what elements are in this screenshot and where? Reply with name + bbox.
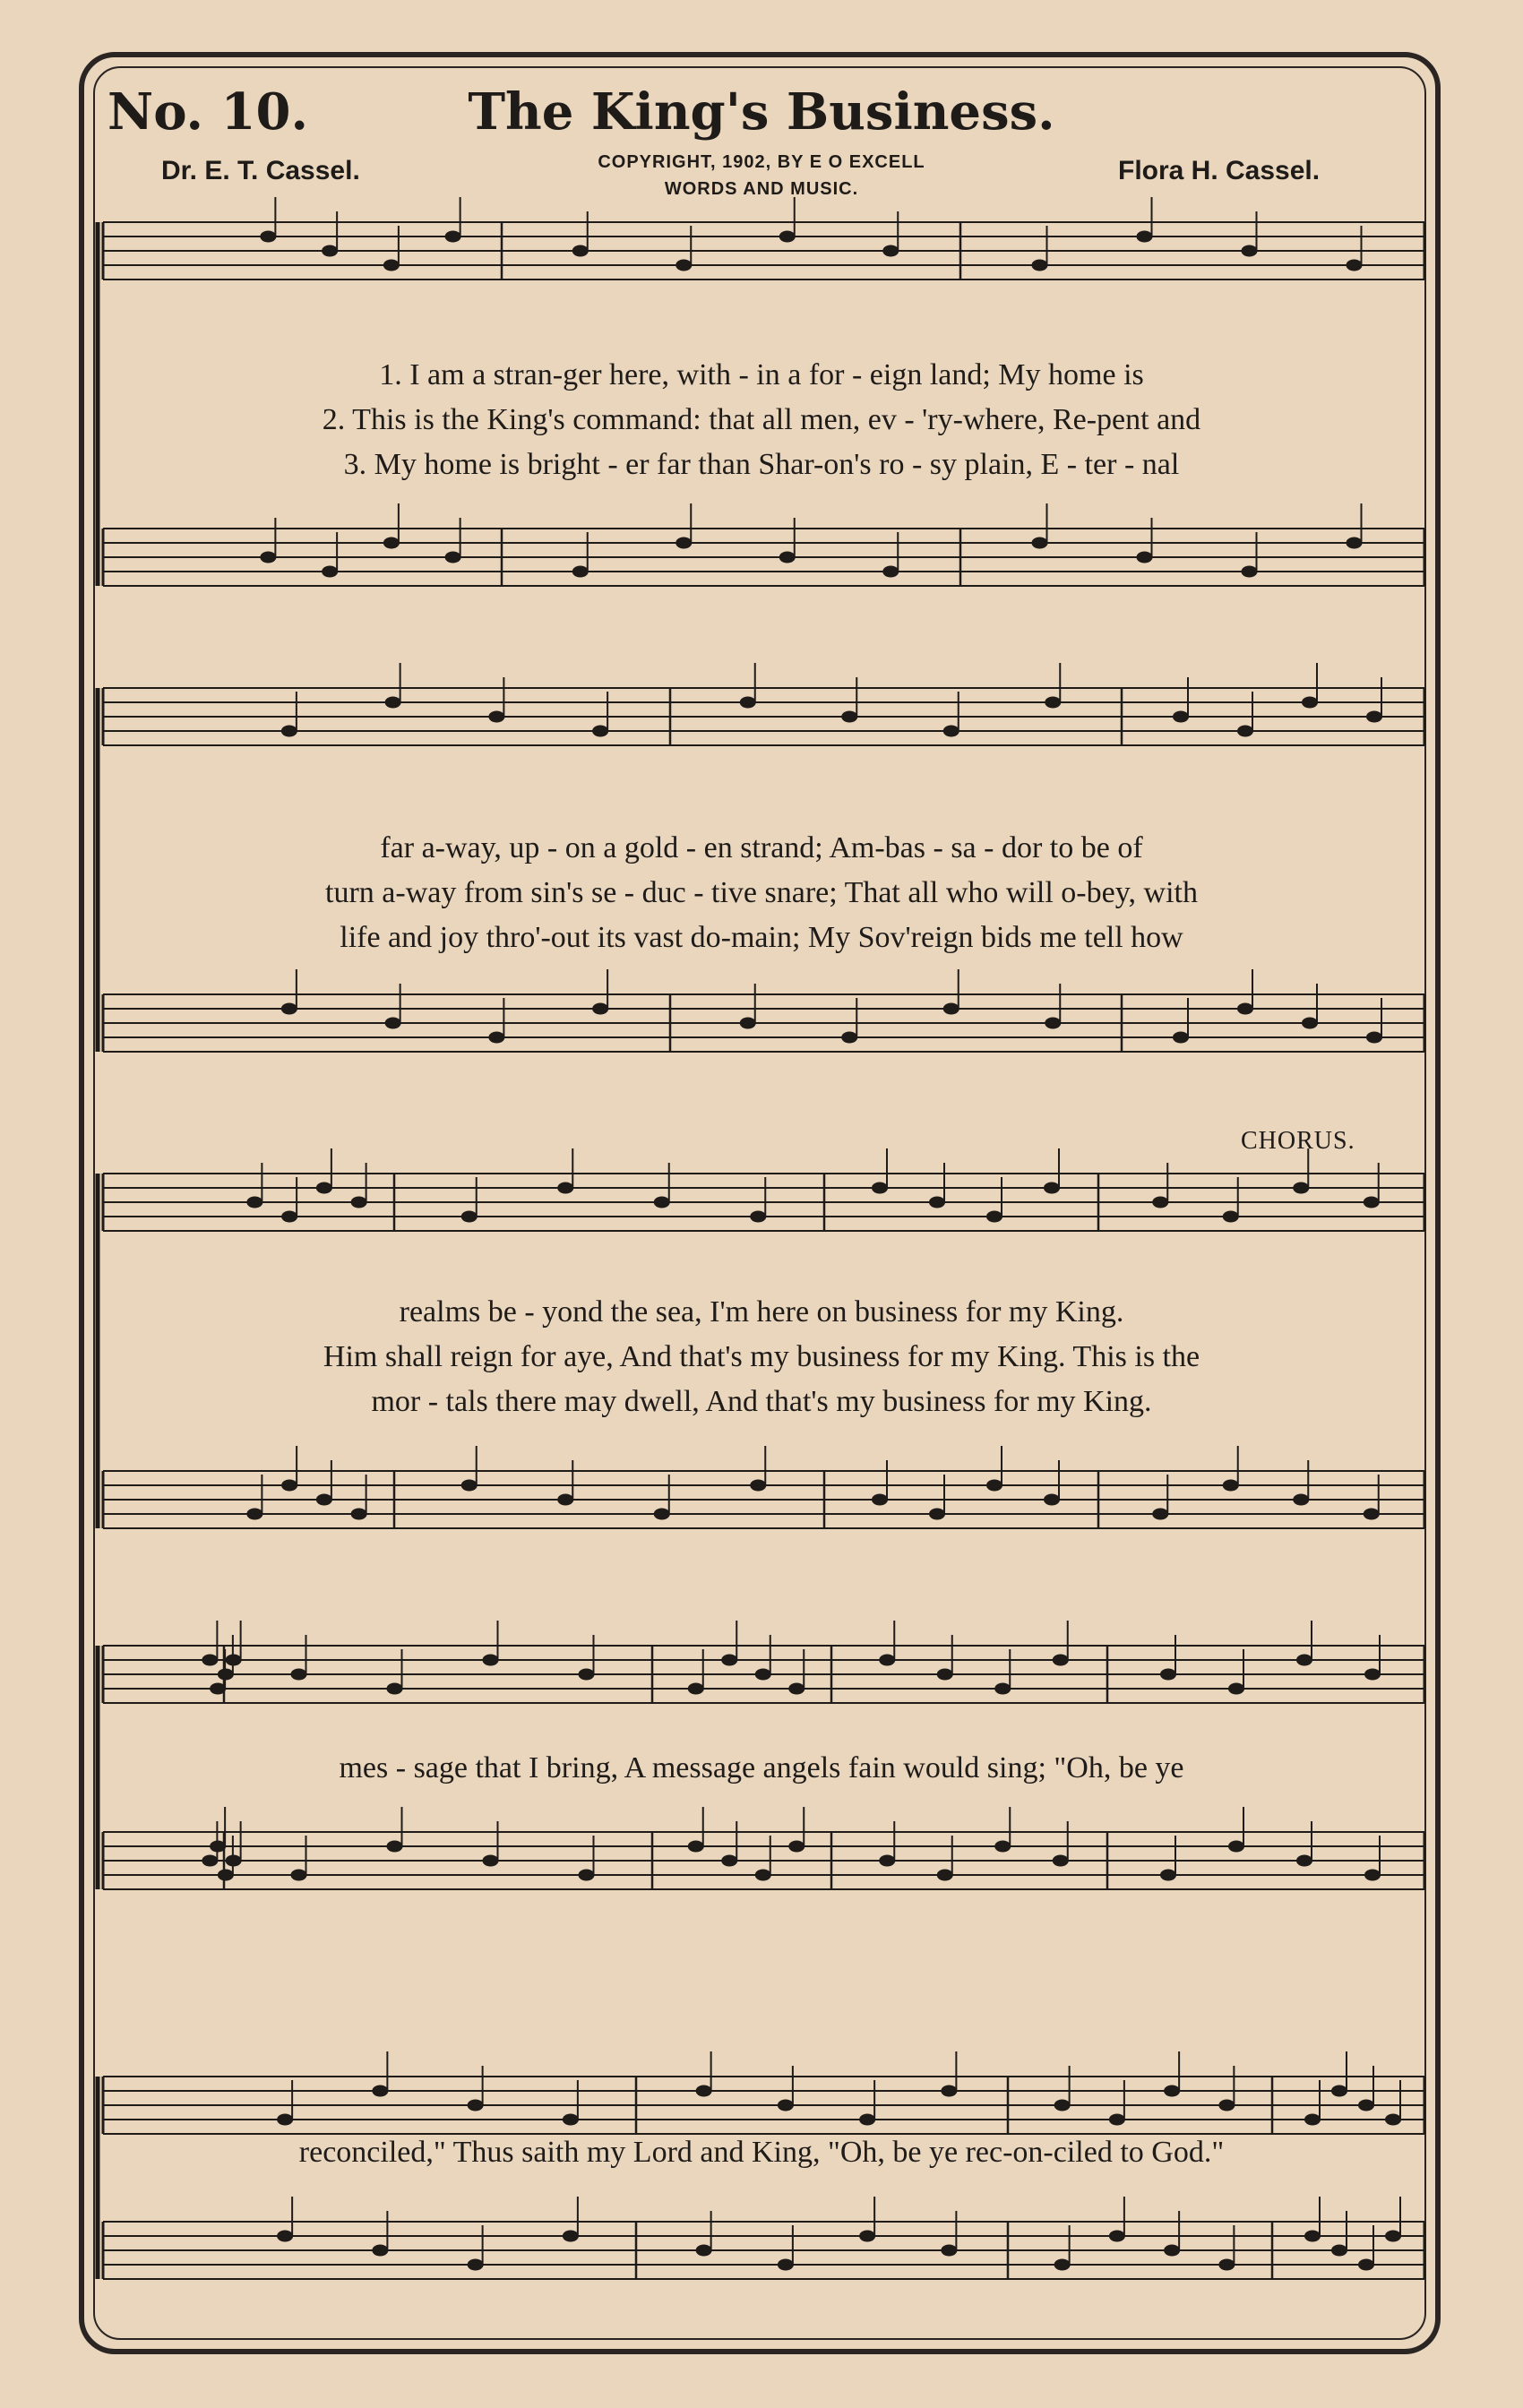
notehead (750, 1211, 766, 1223)
notehead (1137, 231, 1153, 243)
notehead (879, 1655, 895, 1666)
notehead (351, 1197, 367, 1208)
notehead (372, 2245, 388, 2257)
notehead (1173, 711, 1189, 723)
lyric-line: realms be - yond the sea, I'm here on business for my King. (399, 1295, 1124, 1329)
notehead (1223, 1211, 1239, 1223)
notehead (592, 1003, 608, 1015)
lyric-line: turn a-way from sin's se - duc - tive snare; That all who will o-bey, with (325, 876, 1198, 909)
notehead (943, 1003, 959, 1015)
notehead (218, 1870, 234, 1881)
lyric-line: mes - sage that I bring, A message angels fain would sing; "Oh, be ye (339, 1751, 1184, 1784)
notehead (1347, 260, 1363, 271)
notehead (1032, 260, 1048, 271)
notehead (1218, 2100, 1235, 2111)
lyric-line: mor - tals there may dwell, And that's my business for my King. (371, 1385, 1152, 1418)
notehead (1109, 2114, 1125, 2126)
notehead (387, 1683, 403, 1695)
notehead (654, 1509, 670, 1520)
notehead (1044, 1182, 1060, 1194)
notehead (579, 1669, 595, 1681)
notehead (1053, 1855, 1069, 1867)
notehead (1385, 2114, 1401, 2126)
notehead (755, 1870, 771, 1881)
notehead (1347, 538, 1363, 549)
notehead (351, 1509, 367, 1520)
notehead (1358, 2259, 1374, 2271)
notehead (986, 1211, 1002, 1223)
lyric-line: far a-way, up - on a gold - en strand; Am-bas - sa - dor to be of (380, 831, 1143, 864)
notehead (654, 1197, 670, 1208)
notehead (488, 1032, 504, 1044)
notehead (841, 1032, 857, 1044)
notehead (1304, 2231, 1321, 2242)
notehead (1293, 1182, 1309, 1194)
notehead (688, 1683, 704, 1695)
notehead (696, 2086, 712, 2097)
notehead (322, 245, 338, 257)
notehead (859, 2114, 875, 2126)
notehead (882, 245, 899, 257)
notehead (592, 726, 608, 737)
notehead (1164, 2245, 1180, 2257)
notehead (1293, 1494, 1309, 1506)
notehead (788, 1841, 805, 1853)
notehead (1045, 697, 1061, 709)
lyric-line: 1. I am a stran-ger here, with - in a for - eign land; My home is (379, 358, 1144, 391)
notehead (488, 711, 504, 723)
notehead (281, 726, 297, 737)
notehead (383, 260, 400, 271)
notehead (937, 1870, 953, 1881)
notehead (483, 1655, 499, 1666)
notehead (1044, 1494, 1060, 1506)
notehead (1364, 1197, 1380, 1208)
notehead (859, 2231, 875, 2242)
notehead (778, 2259, 794, 2271)
notehead (1296, 1855, 1312, 1867)
notehead (1160, 1870, 1176, 1881)
hymn-number: No. 10. (108, 82, 308, 142)
lyric-line: reconciled," Thus saith my Lord and King, "Oh, be ye rec-on-ciled to God." (298, 2136, 1225, 2169)
lyric-line: 2. This is the King's command: that all men, ev - 'ry-where, Re-pent and (322, 403, 1201, 436)
notehead (383, 538, 400, 549)
notehead (387, 1841, 403, 1853)
notehead (291, 1669, 307, 1681)
notehead (1152, 1509, 1168, 1520)
notehead (572, 245, 589, 257)
notehead (1242, 245, 1258, 257)
notehead (210, 1683, 226, 1695)
notehead (1173, 1032, 1189, 1044)
notehead (316, 1182, 332, 1194)
notehead (929, 1197, 945, 1208)
copyright-line-1: COPYRIGHT, 1902, BY E O EXCELL (598, 152, 925, 172)
notehead (755, 1669, 771, 1681)
notehead (202, 1855, 218, 1867)
notehead (1304, 2114, 1321, 2126)
notehead (1164, 2086, 1180, 2097)
lyric-line: Him shall reign for aye, And that's my business for my King. This is the (323, 1340, 1200, 1373)
notehead (1237, 1003, 1253, 1015)
notehead (1366, 1032, 1382, 1044)
notehead (994, 1841, 1011, 1853)
notehead (879, 1855, 895, 1867)
notehead (563, 2231, 579, 2242)
copyright-line-2: WORDS AND MUSIC. (664, 179, 859, 199)
notehead (1054, 2259, 1071, 2271)
notehead (788, 1683, 805, 1695)
lyric-line: life and joy thro'-out its vast do-main; My Sov'reign bids me tell how (340, 921, 1183, 954)
notehead (277, 2231, 293, 2242)
notehead (316, 1494, 332, 1506)
notehead (1331, 2086, 1347, 2097)
notehead (721, 1655, 737, 1666)
notehead (1237, 726, 1253, 737)
notehead (1152, 1197, 1168, 1208)
notehead (557, 1494, 573, 1506)
notehead (281, 1211, 297, 1223)
composer-credit: Dr. E. T. Cassel. (161, 156, 360, 185)
notehead (778, 2100, 794, 2111)
notehead (1296, 1655, 1312, 1666)
hymn-title: The King's Business. (468, 82, 1055, 142)
chorus-label: CHORUS. (1241, 1127, 1355, 1155)
notehead (740, 1018, 756, 1029)
notehead (1137, 552, 1153, 563)
notehead (1364, 1509, 1380, 1520)
notehead (468, 2100, 484, 2111)
notehead (483, 1855, 499, 1867)
notehead (563, 2114, 579, 2126)
notehead (1366, 711, 1382, 723)
notehead (281, 1480, 297, 1492)
notehead (872, 1182, 888, 1194)
notehead (929, 1509, 945, 1520)
notehead (1032, 538, 1048, 549)
notehead (1242, 566, 1258, 578)
notehead (557, 1182, 573, 1194)
notehead (986, 1480, 1002, 1492)
notehead (721, 1855, 737, 1867)
notehead (246, 1197, 262, 1208)
notehead (841, 711, 857, 723)
notehead (740, 697, 756, 709)
notehead (1228, 1683, 1244, 1695)
notehead (260, 231, 276, 243)
notehead (941, 2245, 957, 2257)
notehead (281, 1003, 297, 1015)
notehead (779, 552, 796, 563)
notehead (385, 697, 401, 709)
notehead (750, 1480, 766, 1492)
notehead (1302, 697, 1318, 709)
notehead (445, 552, 461, 563)
notehead (1358, 2100, 1374, 2111)
lyricist-credit: Flora H. Cassel. (1118, 156, 1321, 185)
notehead (994, 1683, 1011, 1695)
notehead (385, 1018, 401, 1029)
notehead (675, 538, 692, 549)
notehead (572, 566, 589, 578)
notehead (1054, 2100, 1071, 2111)
notehead (688, 1841, 704, 1853)
notehead (1223, 1480, 1239, 1492)
notehead (461, 1480, 478, 1492)
notehead (872, 1494, 888, 1506)
notehead (1331, 2245, 1347, 2257)
notehead (461, 1211, 478, 1223)
notehead (468, 2259, 484, 2271)
notehead (445, 231, 461, 243)
notehead (941, 2086, 957, 2097)
notehead (943, 726, 959, 737)
notehead (246, 1509, 262, 1520)
notehead (1053, 1655, 1069, 1666)
notehead (322, 566, 338, 578)
notehead (1160, 1669, 1176, 1681)
notehead (1364, 1870, 1381, 1881)
notehead (291, 1870, 307, 1881)
notehead (696, 2245, 712, 2257)
notehead (1109, 2231, 1125, 2242)
notehead (202, 1655, 218, 1666)
notehead (675, 260, 692, 271)
notehead (1385, 2231, 1401, 2242)
notehead (937, 1669, 953, 1681)
notehead (882, 566, 899, 578)
notehead (372, 2086, 388, 2097)
notehead (1218, 2259, 1235, 2271)
notehead (1045, 1018, 1061, 1029)
notehead (779, 231, 796, 243)
notehead (1364, 1669, 1381, 1681)
notehead (277, 2114, 293, 2126)
lyric-line: 3. My home is bright - er far than Shar-on's ro - sy plain, E - ter - nal (343, 448, 1180, 481)
notehead (579, 1870, 595, 1881)
notehead (1302, 1018, 1318, 1029)
notehead (260, 552, 276, 563)
notehead (1228, 1841, 1244, 1853)
